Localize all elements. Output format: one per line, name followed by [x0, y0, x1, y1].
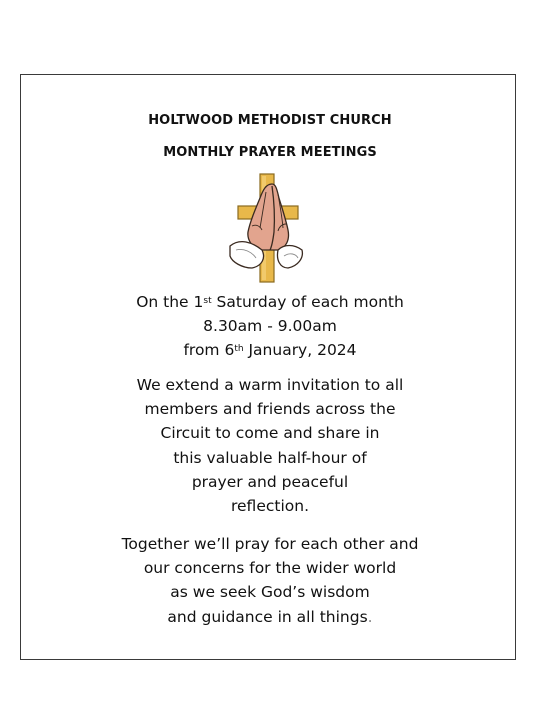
- praying-hands-cross-icon: [222, 170, 314, 286]
- schedule-block: [0, 290, 540, 363]
- closing-line: as we seek God’s wisdom: [170, 583, 370, 602]
- schedule-time: 8.30am - 9.00am: [203, 317, 337, 336]
- invitation-line: reflection.: [230, 497, 309, 516]
- church-title: HOLTWOOD METHODIST CHURCH: [148, 113, 392, 128]
- meeting-title: MONTHLY PRAYER MEETINGS: [163, 145, 377, 160]
- schedule-day: On the 1st Saturday of each month: [136, 293, 404, 311]
- schedule-start-date: from 6th January, 2024: [183, 341, 357, 360]
- invitation-line: Circuit to come and share in: [160, 424, 380, 443]
- closing-paragraph: [0, 532, 540, 629]
- invitation-line: members and friends across the: [144, 400, 396, 419]
- closing-line: our concerns for the wider world: [143, 559, 397, 578]
- closing-line: and guidance in all things.: [167, 607, 373, 626]
- invitation-paragraph: [0, 373, 540, 518]
- praying-hands-icon: [248, 184, 289, 250]
- invitation-line: prayer and peaceful: [191, 472, 349, 491]
- invitation-line: We extend a warm invitation to all: [136, 376, 404, 394]
- closing-line: Together we’ll pray for each other and: [121, 535, 419, 553]
- invitation-line: this valuable half-hour of: [173, 448, 367, 467]
